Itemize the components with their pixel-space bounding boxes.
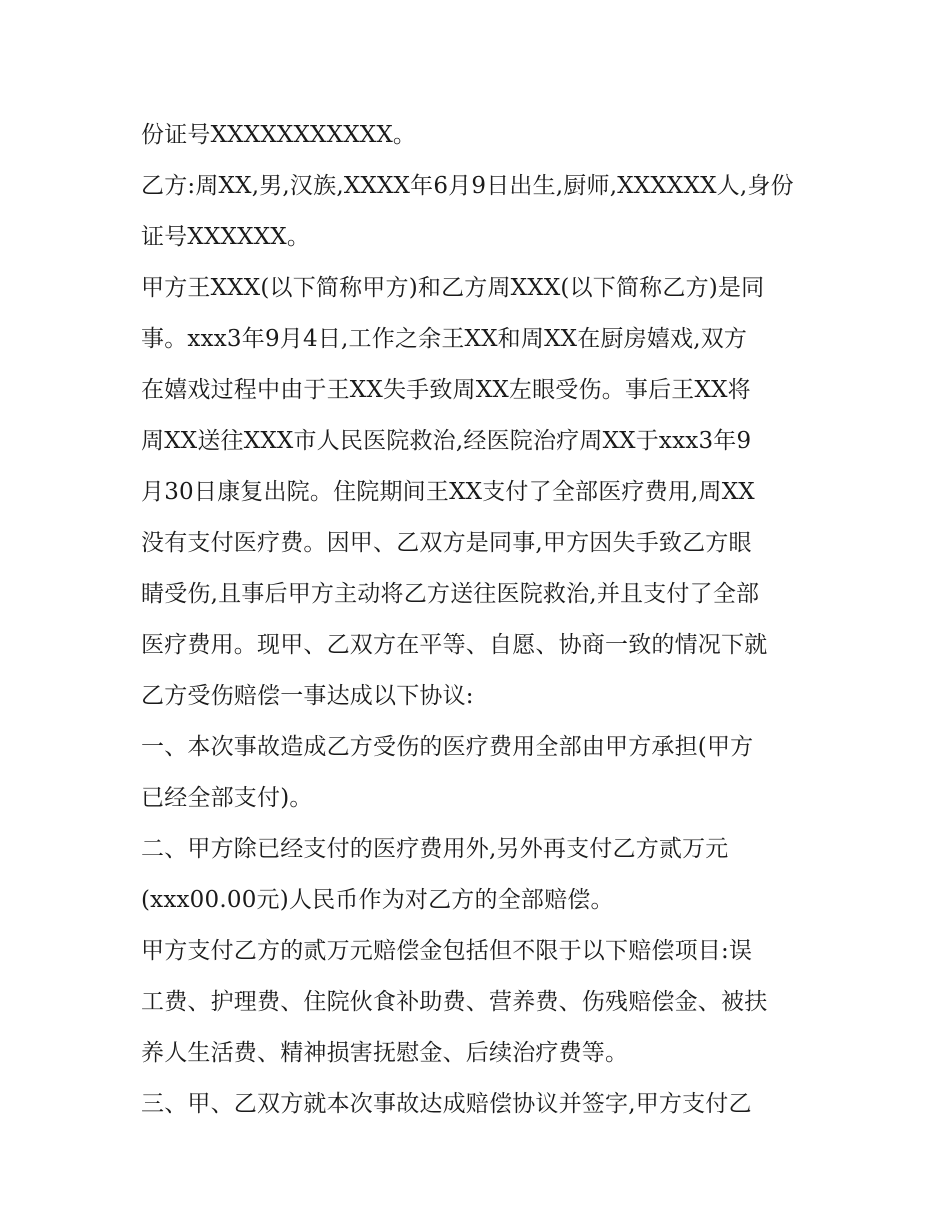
text-line: (xxx00.00元)人民币作为对乙方的全部赔偿。	[141, 887, 614, 913]
text-line: 三、甲、乙双方就本次事故达成赔偿协议并签字,甲方支付乙	[141, 1091, 752, 1117]
text-line: 一、本次事故造成乙方受伤的医疗费用全部由甲方承担(甲方	[141, 734, 754, 760]
text-line: 月30日康复出院。住院期间王XX支付了全部医疗费用,周XX	[141, 479, 755, 505]
document-body	[141, 110, 821, 1130]
text-line: 养人生活费、精神损害抚慰金、后续治疗费等。	[141, 1040, 629, 1066]
text-line: 医疗费用。现甲、乙双方在平等、自愿、协商一致的情况下就	[141, 632, 768, 658]
text-line: 乙方受伤赔偿一事达成以下协议:	[141, 683, 474, 709]
text-line: 已经全部支付)。	[141, 785, 313, 811]
text-line: 证号XXXXXX。	[141, 224, 311, 250]
text-line: 甲方王XXX(以下简称甲方)和乙方周XXX(以下简称乙方)是同	[141, 275, 765, 301]
text-line: 事。xxx3年9月4日,工作之余王XX和周XX在厨房嬉戏,双方	[141, 326, 748, 352]
text-line: 没有支付医疗费。因甲、乙双方是同事,甲方因失手致乙方眼	[141, 530, 752, 556]
text-line: 二、甲方除已经支付的医疗费用外,另外再支付乙方贰万元	[141, 836, 729, 862]
text-line: 工费、护理费、住院伙食补助费、营养费、伤残赔偿金、被扶	[141, 989, 768, 1015]
text-line: 在嬉戏过程中由于王XX失手致周XX左眼受伤。事后王XX将	[141, 377, 751, 403]
text-line: 份证号XXXXXXXXXXX。	[141, 122, 417, 148]
text-line: 睛受伤,且事后甲方主动将乙方送往医院救治,并且支付了全部	[141, 581, 760, 607]
text-line: 周XX送往XXX市人民医院救治,经医院治疗周XX于xxx3年9	[141, 428, 752, 454]
text-line: 甲方支付乙方的贰万元赔偿金包括但不限于以下赔偿项目:误	[141, 938, 753, 964]
text-line: 乙方:周XX,男,汉族,XXXX年6月9日出生,厨师,XXXXXX人,身份	[141, 173, 794, 199]
